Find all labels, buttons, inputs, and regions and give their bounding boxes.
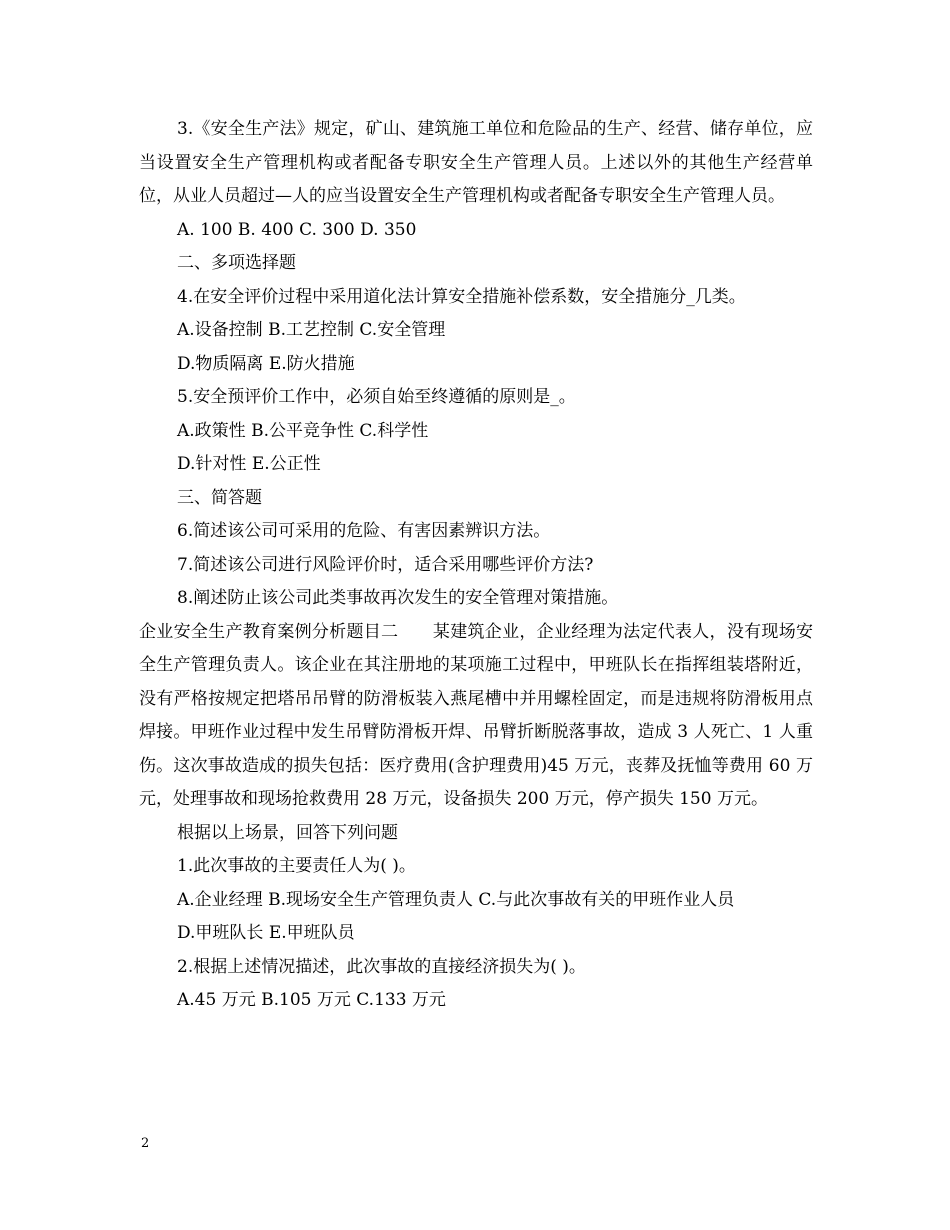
question-5-options-line-1: A.政策性 B.公平竞争性 C.科学性 [177, 420, 429, 441]
question-5-text: 5.安全预评价工作中，必须自始至终遵循的原则是_。 [177, 387, 576, 407]
case-question-1-options-line-1: A.企业经理 B.现场安全生产管理负责人 C.与此次事故有关的甲班作业人员 [177, 889, 735, 910]
question-3-options: A. 100 B. 400 C. 300 D. 350 [177, 219, 417, 240]
question-7-text: 7.简述该公司进行风险评价时，适合采用哪些评价方法? [177, 554, 594, 575]
case-question-2-text: 2.根据上述情况描述，此次事故的直接经济损失为( )。 [177, 956, 586, 977]
case-question-1-text: 1.此次事故的主要责任人为( )。 [177, 856, 416, 876]
page-number: 2 [141, 1136, 150, 1151]
question-4-options-line-1: A.设备控制 B.工艺控制 C.安全管理 [177, 320, 446, 340]
case-study-2-text: 企业安全生产教育案例分析题目二 某建筑企业，企业经理为法定代表人，没有现场安全生产管理负责人。该企业在其注册地的某项施工过程中，甲班队长在指挥组装塔附近，没有严格按规定把塔吊吊臂的防滑板装入燕尾槽中并用螺栓固定，而是违规将防滑板用点焊接。甲班作业过程中发生吊臂防滑板开焊、吊臂折断脱落事故，造成 3 人死亡、1 人重伤。这次事故造成的损失包括：医疗费用(含护理费用)45 万元，丧葬及抚恤等费用 60 万元，处理事故和现场抢救费用 28 万元，设备损失 200 万元，停产损失 150 万元。 [139, 621, 813, 809]
question-8-text: 8.阐述防止该公司此类事故再次发生的安全管理对策措施。 [177, 588, 619, 608]
question-3-text: 3.《安全生产法》规定，矿山、建筑施工单位和危险品的生产、经营、储存单位，应当设置安全生产管理机构或者配备专职安全生产管理人员。上述以外的其他生产经营单位，从业人员超过—人的应当设置安全生产管理机构或者配备专职安全生产管理人员。 [139, 119, 813, 206]
question-4-options-line-2: D.物质隔离 E.防火措施 [177, 353, 355, 374]
section-heading-multiple-choice: 二、多项选择题 [177, 253, 296, 273]
section-heading-short-answer: 三、简答题 [177, 487, 262, 508]
case-question-1-options-line-2: D.甲班队长 E.甲班队员 [177, 923, 355, 943]
case-study-2-instruction: 根据以上场景，回答下列问题 [177, 822, 398, 843]
case-question-2-options: A.45 万元 B.105 万元 C.133 万元 [177, 990, 446, 1010]
document-body [139, 113, 813, 1018]
question-5-options-line-2: D.针对性 E.公正性 [177, 454, 321, 474]
question-4-text: 4.在安全评价过程中采用道化法计算安全措施补偿系数，安全措施分_几类。 [177, 286, 746, 307]
question-6-text: 6.简述该公司可采用的危险、有害因素辨识方法。 [177, 521, 551, 541]
